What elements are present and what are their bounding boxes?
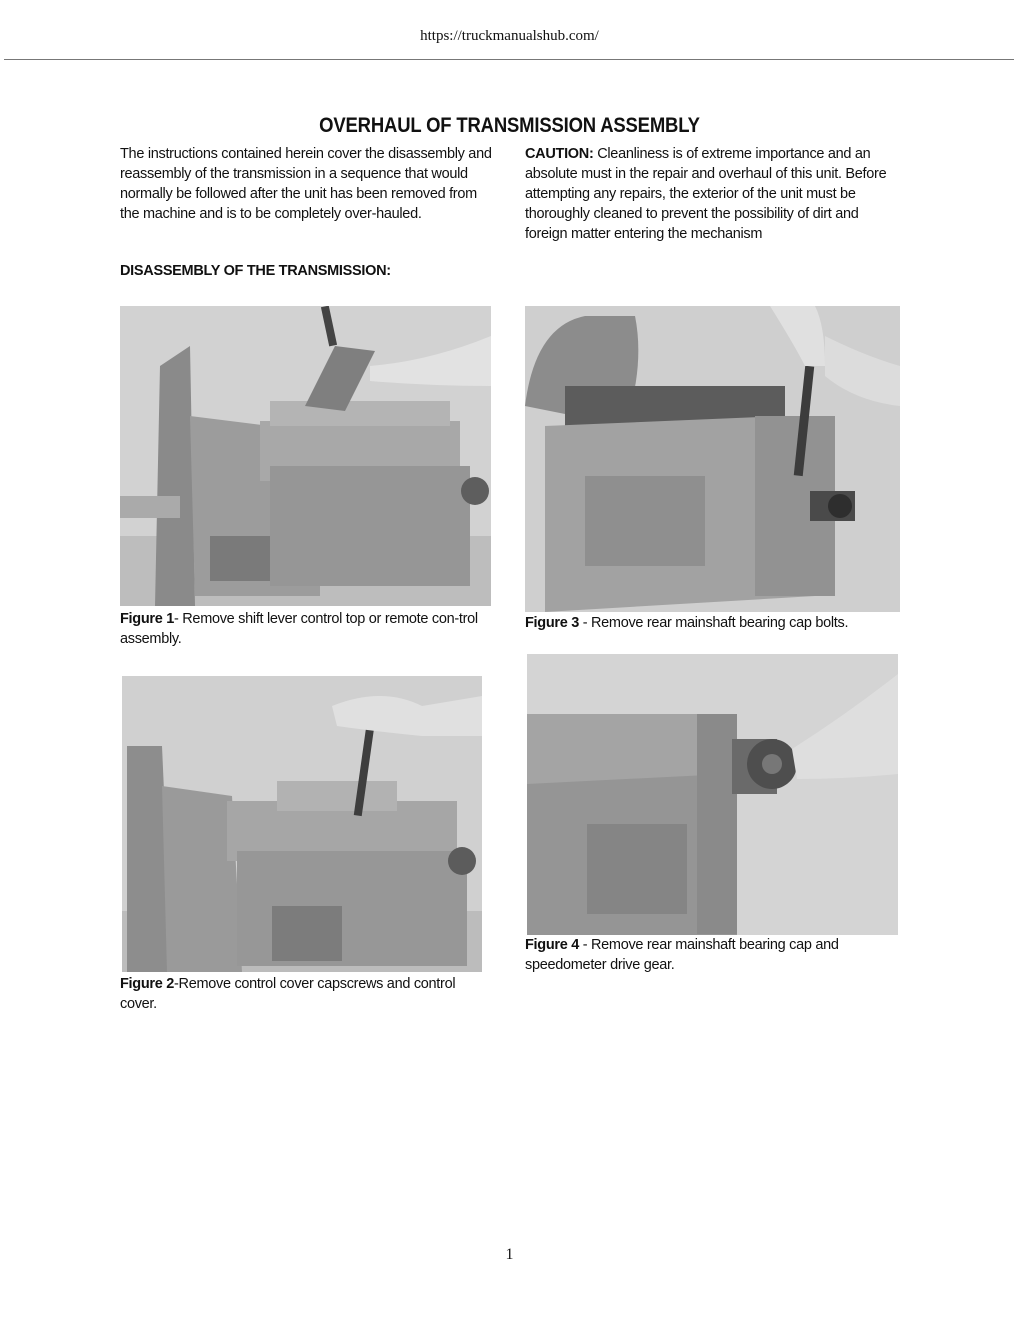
figure-3-text: - Remove rear mainshaft bearing cap bolts. bbox=[579, 615, 849, 631]
figure-1-caption bbox=[120, 609, 495, 649]
page-number: 1 bbox=[505, 1246, 514, 1263]
header-divider bbox=[4, 59, 1014, 60]
figure-2-text: -Remove control cover capscrews and control cover. bbox=[120, 976, 456, 1012]
figure-2-label: Figure 2 bbox=[120, 976, 174, 992]
figure-1-text: - Remove shift lever control top or remote con-trol assembly. bbox=[120, 611, 478, 647]
figure-1-photo bbox=[120, 306, 491, 606]
figure-2-photo bbox=[122, 676, 482, 972]
figure-2-caption bbox=[120, 974, 495, 1014]
figure-4-label: Figure 4 bbox=[525, 937, 579, 953]
intro-paragraph: The instructions contained herein cover the disassembly and reassembly of the transmission in a sequence that would normally be followed after the unit has been removed from the machine and is to be completely over-hauled. bbox=[120, 146, 492, 222]
caution-label: CAUTION: bbox=[525, 146, 594, 162]
caution-text: Cleanliness is of extreme importance and an absolute must in the repair and overhaul of this unit. Before attempting any repairs, the exterior of the unit must be thoroughly cleaned to prevent the possibility of dirt and foreign matter entering the mechanism bbox=[525, 146, 887, 242]
figure-3-caption bbox=[525, 613, 903, 633]
figure-4-text: - Remove rear mainshaft bearing cap and speedometer drive gear. bbox=[525, 937, 839, 973]
figure-3-label: Figure 3 bbox=[525, 615, 579, 631]
figure-4-photo bbox=[527, 654, 898, 935]
header-url[interactable]: https://truckmanualshub.com/ bbox=[420, 28, 599, 44]
figure-4-caption bbox=[525, 935, 903, 975]
section-heading: DISASSEMBLY OF THE TRANSMISSION: bbox=[120, 263, 391, 279]
page-title: OVERHAUL OF TRANSMISSION ASSEMBLY bbox=[319, 114, 700, 137]
figure-3-photo bbox=[525, 306, 900, 612]
figure-1-label: Figure 1 bbox=[120, 611, 174, 627]
caution-paragraph bbox=[525, 144, 903, 244]
